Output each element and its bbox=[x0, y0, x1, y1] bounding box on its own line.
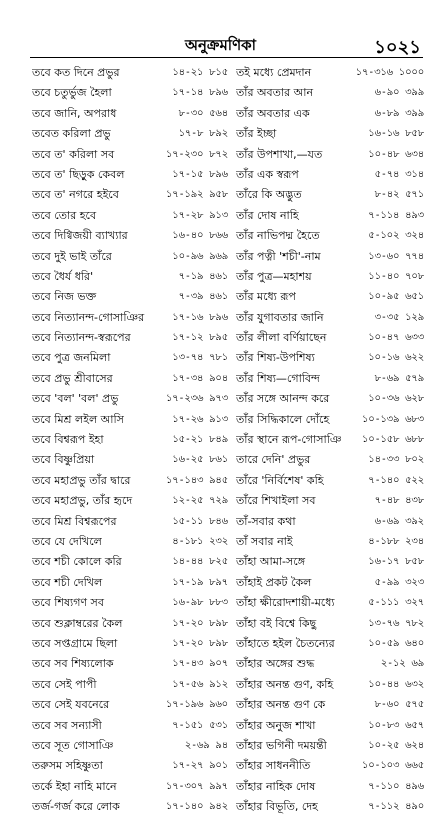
index-entry bbox=[236, 797, 424, 817]
entry-text: তবে মিশ্র লইল আসি bbox=[32, 412, 124, 426]
index-entry bbox=[32, 328, 228, 348]
entry-text: তবে ত' নগরে হইবে bbox=[32, 188, 119, 202]
entry-text: তবে তোর হবে bbox=[32, 208, 97, 222]
entry-text: তাঁর স্থানে রূপ-গোসাঞি bbox=[236, 433, 342, 447]
entry-reference: ১৭-১৪০ ৯৪২ bbox=[166, 801, 228, 813]
entry-reference: ৭-৪৮ ৪৩৮ bbox=[374, 495, 424, 507]
entry-text: তরুসম সহিষ্ণুতা bbox=[32, 759, 103, 773]
entry-reference: ১৫-১১ ৮৪৬ bbox=[172, 515, 228, 527]
entry-text: তাঁর নাভিপদ্ম হৈতে bbox=[236, 229, 320, 243]
entry-text: তাঁর সিদ্ধিকালে দোঁহে bbox=[236, 412, 330, 426]
entry-text: তাঁহার অনন্ত গুণ, কহি bbox=[236, 677, 334, 691]
entry-reference: ৭-১৯ ৪৬১ bbox=[178, 270, 228, 282]
index-entry bbox=[236, 552, 424, 572]
index-entry bbox=[236, 185, 424, 205]
entry-reference: ১৭-১৯২ ৯৫৮ bbox=[166, 189, 228, 201]
entry-text: তবে নিজ ভক্ত bbox=[32, 290, 97, 304]
index-entry bbox=[236, 756, 424, 776]
index-entry bbox=[236, 634, 424, 654]
index-entry bbox=[32, 145, 228, 165]
entry-text: তবেত করিলা প্রভু bbox=[32, 127, 111, 141]
entry-text: তবে জানি, অপরাধ bbox=[32, 106, 117, 120]
entry-text: তাঁর উপশাখা,—যত bbox=[236, 147, 323, 161]
entry-text: তবে সব সন্যাসী bbox=[32, 718, 102, 732]
entry-text: তবে সব শিষ্যলোক bbox=[32, 657, 114, 671]
entry-reference: ১০-৩৬ ৬২৮ bbox=[368, 393, 424, 405]
entry-text: তবে সূত গোসাঞি bbox=[32, 738, 114, 752]
entry-reference: ১৭-১২ ৮৯৫ bbox=[172, 332, 228, 344]
index-entry bbox=[236, 287, 424, 307]
entry-text: তবে যে দেখিলে bbox=[32, 534, 102, 548]
entry-reference: ১৭-২০ ৮৯৮ bbox=[172, 617, 228, 629]
entry-reference: ১৪-৪৪ ৮২৫ bbox=[172, 556, 228, 568]
entry-reference: ১৭-১৪৩ ৯৪৫ bbox=[166, 474, 228, 486]
entry-reference: ১৭-২৩৬ ৯৭৩ bbox=[165, 393, 228, 405]
entry-reference: ১০-৪৮ ৬৩৪ bbox=[368, 148, 424, 160]
entry-text: তবে মহাপ্রভু তাঁর দ্বারে bbox=[32, 473, 131, 487]
entry-text: তাঁরে কি অদ্ভুত bbox=[236, 188, 302, 202]
index-entry bbox=[236, 675, 424, 695]
entry-reference: ১৭-১৯৬ ৯৬০ bbox=[165, 699, 228, 711]
index-entry bbox=[32, 736, 228, 756]
entry-text: তাঁর পুত্র—মহাশয় bbox=[236, 269, 312, 283]
entry-reference: ১০-৯৫ ৬৫১ bbox=[368, 291, 424, 303]
index-entry bbox=[32, 716, 228, 736]
index-entry bbox=[32, 83, 228, 103]
index-entry bbox=[236, 348, 424, 368]
index-entry bbox=[32, 287, 228, 307]
index-entry bbox=[236, 532, 424, 552]
index-entry bbox=[236, 777, 424, 797]
entry-text: তাঁহার অঙ্গের শুদ্ধ bbox=[236, 657, 315, 671]
page-header bbox=[0, 0, 441, 58]
index-entry bbox=[32, 654, 228, 674]
index-entry bbox=[32, 471, 228, 491]
entry-text: তবে দিগ্বিজয়ী ব্যাখ্যার bbox=[32, 229, 128, 243]
entry-reference: ১০-২৫ ৬২৪ bbox=[368, 739, 424, 751]
entry-reference: ১০-১৫৮ ৬৮৮ bbox=[362, 434, 424, 446]
index-entry bbox=[236, 104, 424, 124]
entry-text: তবে বিষ্ণুপ্রিয়া bbox=[32, 453, 95, 467]
entry-reference: ১৫-২১ ৮৪৯ bbox=[172, 434, 228, 446]
index-entry bbox=[32, 573, 228, 593]
entry-reference: ১৭-২৬ ৯১৩ bbox=[172, 413, 228, 425]
entry-reference: ৮-৬০ ৫৭৫ bbox=[374, 699, 424, 711]
index-entry bbox=[32, 185, 228, 205]
entry-reference: ১৭-২৩০ ৮৭২ bbox=[165, 148, 228, 160]
entry-reference: ১৭-২৭ ৯০১ bbox=[172, 760, 228, 772]
entry-text: তবে চতুর্ভুজ হৈলা bbox=[32, 86, 112, 100]
index-entry bbox=[32, 308, 228, 328]
index-entry bbox=[236, 308, 424, 328]
entry-text: তবে নিত্যানন্দ-গোসাঞির bbox=[32, 310, 145, 324]
entry-reference: ১০-১৬ ৬২২ bbox=[368, 352, 424, 364]
index-entry bbox=[32, 593, 228, 613]
entry-text: তবে সপ্তগ্রামে ছিলা bbox=[32, 636, 118, 650]
index-entry bbox=[32, 675, 228, 695]
entry-text: তাঁর লীলা বর্ণিয়াছেন bbox=[236, 331, 327, 345]
entry-reference: ১৩-৬০ ৭৭৪ bbox=[368, 250, 424, 262]
index-entry bbox=[32, 124, 228, 144]
index-entry bbox=[236, 145, 424, 165]
entry-reference: ১৬-২৫ ৮৬১ bbox=[172, 454, 228, 466]
entry-reference: ১০-১৩৯ ৬৮৩ bbox=[361, 413, 424, 425]
entry-reference: ৭-১১২ ৪৯০ bbox=[368, 801, 424, 813]
entry-text: তাঁর পত্নী 'শচী'-নাম bbox=[236, 249, 321, 263]
entry-text: তই মধ্যে প্রেমদান bbox=[236, 66, 312, 79]
entry-reference: ১০-৯৬ ৯৬৯ bbox=[172, 250, 228, 262]
entry-reference: ৭-৩৯ ৪৬১ bbox=[178, 291, 228, 303]
index-entry bbox=[32, 63, 228, 83]
entry-reference: ৪-১৮৮ ২৩৪ bbox=[368, 535, 424, 547]
index-column-right bbox=[236, 63, 424, 817]
entry-reference: ১৭-১৪ ৮৯৬ bbox=[172, 87, 228, 99]
entry-reference: ১০-৮৩ ৬৫৭ bbox=[368, 719, 424, 731]
entry-text: তাঁর অবতার আন bbox=[236, 86, 314, 100]
index-entry bbox=[236, 328, 424, 348]
entry-reference: ১৭-৫৬ ৯১২ bbox=[172, 678, 228, 690]
index-entry bbox=[32, 777, 228, 797]
entry-text: তবে বিশ্বরূপ ইহা bbox=[32, 433, 104, 447]
entry-reference: ১৭-৩৪ ৯০৪ bbox=[172, 372, 228, 384]
entry-reference: ১৭-৮ ৮৯২ bbox=[178, 128, 228, 140]
entry-text: তাঁর শিষ্য—গোবিন্দ bbox=[236, 371, 320, 385]
entry-reference: ১৭-২০ ৮৯৮ bbox=[172, 637, 228, 649]
entry-text: তবে কত দিনে প্রভুর bbox=[32, 66, 120, 79]
entry-text: তবে শুক্লাম্বরের কৈল bbox=[32, 616, 123, 630]
index-entry bbox=[236, 63, 424, 83]
index-entry bbox=[236, 430, 424, 450]
entry-text: তাঁহার সাধননীতি bbox=[236, 759, 311, 773]
entry-text: তবে 'বল' 'বল' প্রভু bbox=[32, 392, 119, 406]
entry-text: তাঁহাতে হইল চৈতন্যের bbox=[236, 636, 335, 650]
entry-reference: ১৭-১৫ ৮৯৬ bbox=[172, 168, 228, 180]
index-entry bbox=[32, 247, 228, 267]
page-title: অনুক্রমণিকা bbox=[184, 36, 257, 54]
entry-reference: ৬-৯০ ৩৯৯ bbox=[374, 87, 424, 99]
entry-text: তর্জ-গর্জ করে লোক bbox=[32, 800, 120, 814]
entry-reference: ৫-১১১ ৩২৭ bbox=[368, 597, 424, 609]
index-entry bbox=[32, 695, 228, 715]
entry-reference: ১৭-৪৩ ৯০৭ bbox=[172, 658, 228, 670]
entry-text: তবে প্রভু শ্রীবাসের bbox=[32, 371, 113, 385]
entry-text: তবে দুই ভাই তাঁরে bbox=[32, 249, 112, 263]
index-entry bbox=[236, 716, 424, 736]
entry-text: তবে সেই যবনেরে bbox=[32, 698, 110, 712]
index-entry bbox=[32, 491, 228, 511]
entry-text: তবে শচী কোলে করি bbox=[32, 555, 122, 569]
entry-reference: ১০-৫৯ ৬৪০ bbox=[368, 637, 424, 649]
index-entry bbox=[236, 654, 424, 674]
entry-reference: ২-৬৯ ৯৪ bbox=[184, 739, 228, 751]
entry-reference: ৫-৭৪ ৩১৪ bbox=[374, 168, 424, 180]
entry-text: তবে ত' ছিড়ুক কেবল bbox=[32, 167, 125, 181]
entry-reference: ১০-৪৪ ৬৩২ bbox=[368, 678, 424, 690]
entry-text: তাঁহা বই বিশ্বে কিছু bbox=[236, 616, 317, 630]
entry-reference: ১১-৪০ ৭০৮ bbox=[368, 270, 424, 282]
entry-reference: ৭-১১০ ৪৯৬ bbox=[368, 780, 424, 792]
entry-text: তাঁর মধ্যে রূপ bbox=[236, 290, 296, 304]
index-entry bbox=[32, 797, 228, 817]
entry-text: তাঁহা ক্ষীরোদশায়ী-মধ্যে bbox=[236, 596, 335, 610]
entry-reference: ৩-৩৫ ১২৯ bbox=[374, 311, 424, 323]
entry-text: তাঁহার বিভূতি, দেহ bbox=[236, 800, 318, 814]
entry-reference: ৭-১১৪ ৪৯৩ bbox=[368, 209, 424, 221]
entry-reference: ২-১২ ৬৯ bbox=[380, 658, 424, 670]
entry-reference: ১২-২৫ ৭২৯ bbox=[172, 495, 228, 507]
entry-text: তাঁর শিষ্য-উপশিষ্য bbox=[236, 351, 315, 365]
index-entry bbox=[236, 573, 424, 593]
page-number: ১০২১ bbox=[374, 37, 421, 58]
index-entry bbox=[236, 512, 424, 532]
entry-reference: ১৬-১৭ ৮৫৮ bbox=[368, 556, 424, 568]
entry-text: তাঁরে 'নির্বিশেষ' কহি bbox=[236, 473, 324, 487]
index-entry bbox=[32, 410, 228, 430]
entry-text: তাঁর সঙ্গে আনন্দ করে bbox=[236, 392, 330, 406]
index-entry bbox=[236, 206, 424, 226]
index-entry bbox=[32, 389, 228, 409]
entry-text: তবে মহাপ্রভু, তাঁর হৃদে bbox=[32, 494, 133, 508]
entry-reference: ১৭-৩১৬ ১০০০ bbox=[355, 67, 424, 78]
entry-text: তাঁহার নাহিক দোষ bbox=[236, 779, 316, 793]
index-entry bbox=[32, 267, 228, 287]
entry-reference: ৬-৮৯ ৩৯৯ bbox=[374, 107, 424, 119]
index-entry bbox=[32, 450, 228, 470]
index-entry bbox=[236, 165, 424, 185]
index-entry bbox=[32, 430, 228, 450]
entry-text: তবে সেই পাপী bbox=[32, 677, 97, 691]
entry-text: তাঁহার অনুজ শাখা bbox=[236, 718, 316, 732]
entry-text: তাঁর অবতার এক bbox=[236, 106, 310, 120]
entry-reference: ১৭-৩০৭ ৯৯৭ bbox=[165, 780, 228, 792]
entry-text: তাঁহাই প্রকট কৈল bbox=[236, 575, 312, 589]
entry-text: তারে দেনি' প্রভুর bbox=[236, 453, 311, 467]
entry-reference: ৮-৬৯ ৫৭৯ bbox=[374, 372, 424, 384]
index-entry bbox=[32, 104, 228, 124]
index-entry bbox=[32, 369, 228, 389]
entry-text: তাঁহা আমা-সঙ্গে bbox=[236, 555, 305, 569]
entry-reference: ৮-৩০ ৫৬৪ bbox=[178, 107, 228, 119]
entry-text: তাঁ সবার নাই bbox=[236, 534, 293, 548]
entry-reference: ৪-১৮১ ২৩২ bbox=[172, 535, 228, 547]
index-entry bbox=[236, 369, 424, 389]
index-entry bbox=[236, 226, 424, 246]
index-entry bbox=[236, 124, 424, 144]
index-entry bbox=[236, 450, 424, 470]
entry-reference: ১৪-২১ ৮১৫ bbox=[172, 67, 228, 78]
entry-text: তবে ধৈর্য ধরি' bbox=[32, 269, 94, 283]
entry-text: তাঁর এক স্বরূপ bbox=[236, 167, 299, 181]
index-entry bbox=[236, 593, 424, 613]
entry-reference: ১৩-৭৬ ৭৮২ bbox=[368, 617, 424, 629]
entry-text: তবে পুত্র জনমিলা bbox=[32, 351, 111, 365]
index-entry bbox=[236, 614, 424, 634]
index-column-left bbox=[32, 63, 228, 817]
entry-text: তবে ত' করিলা সব bbox=[32, 147, 115, 161]
index-entry bbox=[236, 736, 424, 756]
index-entry bbox=[32, 614, 228, 634]
index-entry bbox=[32, 552, 228, 572]
entry-text: তাঁহার ভগিনী দময়ন্তী bbox=[236, 738, 327, 752]
entry-reference: ১৬-৪০ ৮৬৬ bbox=[172, 230, 228, 242]
entry-reference: ১৩-৭৪ ৭৮১ bbox=[172, 352, 228, 364]
entry-text: তবে শিষ্যগণ সব bbox=[32, 596, 104, 610]
entry-reference: ১৭-১৯ ৮৯৭ bbox=[172, 576, 228, 588]
index-entry bbox=[32, 756, 228, 776]
entry-reference: ৬-৬৯ ৩৯২ bbox=[374, 515, 424, 527]
entry-reference: ১৭-১৬ ৮৯৬ bbox=[172, 311, 228, 323]
entry-reference: ৫-৯৯ ৩২৩ bbox=[374, 576, 424, 588]
entry-reference: ১৪-৩৩ ৮০২ bbox=[368, 454, 424, 466]
index-entry bbox=[32, 512, 228, 532]
index-entry bbox=[236, 695, 424, 715]
entry-text: তাঁ-সবার কথা bbox=[236, 514, 296, 528]
index-entry bbox=[236, 389, 424, 409]
header-rule bbox=[30, 57, 423, 58]
entry-text: তবে মিশ্র বিশ্বরূপের bbox=[32, 514, 117, 528]
entry-reference: ১৬-১৬ ৮৫৮ bbox=[368, 128, 424, 140]
index-entry bbox=[32, 165, 228, 185]
index-entry bbox=[236, 491, 424, 511]
entry-text: তাঁর ইচ্ছা bbox=[236, 127, 277, 141]
entry-text: তবে শচী দেখিল bbox=[32, 575, 103, 589]
entry-text: তাঁরে শিখাইলা সব bbox=[236, 494, 316, 508]
index-entry bbox=[32, 532, 228, 552]
index-entry bbox=[236, 83, 424, 103]
entry-reference: ৭-১৪০ ৫২২ bbox=[368, 474, 424, 486]
entry-reference: ১৭-২৮ ৯১৩ bbox=[172, 209, 228, 221]
entry-text: তর্কে ইহা নাহি মানে bbox=[32, 779, 117, 793]
index-entry bbox=[32, 348, 228, 368]
entry-reference: ১০-১০৩ ৬৬৫ bbox=[361, 760, 424, 772]
entry-text: তাঁর যুগাবতার জানি bbox=[236, 310, 324, 324]
index-entry bbox=[236, 471, 424, 491]
entry-text: তাঁর দোষ নাহি bbox=[236, 208, 299, 222]
index-entry bbox=[236, 410, 424, 430]
entry-reference: ৮-৪২ ৫৭১ bbox=[374, 189, 424, 201]
index-entry bbox=[32, 634, 228, 654]
entry-text: তাঁহার অনন্ত গুণ কে bbox=[236, 698, 326, 712]
index-entry bbox=[32, 206, 228, 226]
entry-reference: ৭-১৫১ ৫৩১ bbox=[172, 719, 228, 731]
entry-reference: ১০-৪৭ ৬৩৩ bbox=[368, 332, 424, 344]
entry-text: তবে নিত্যানন্দ-স্বরূপের bbox=[32, 331, 131, 345]
entry-reference: ১৬-৯৮ ৮৮৩ bbox=[172, 597, 228, 609]
index-entry bbox=[32, 226, 228, 246]
index-entry bbox=[236, 247, 424, 267]
index-entry bbox=[236, 267, 424, 287]
entry-reference: ৫-১০২ ৩২৪ bbox=[368, 230, 424, 242]
